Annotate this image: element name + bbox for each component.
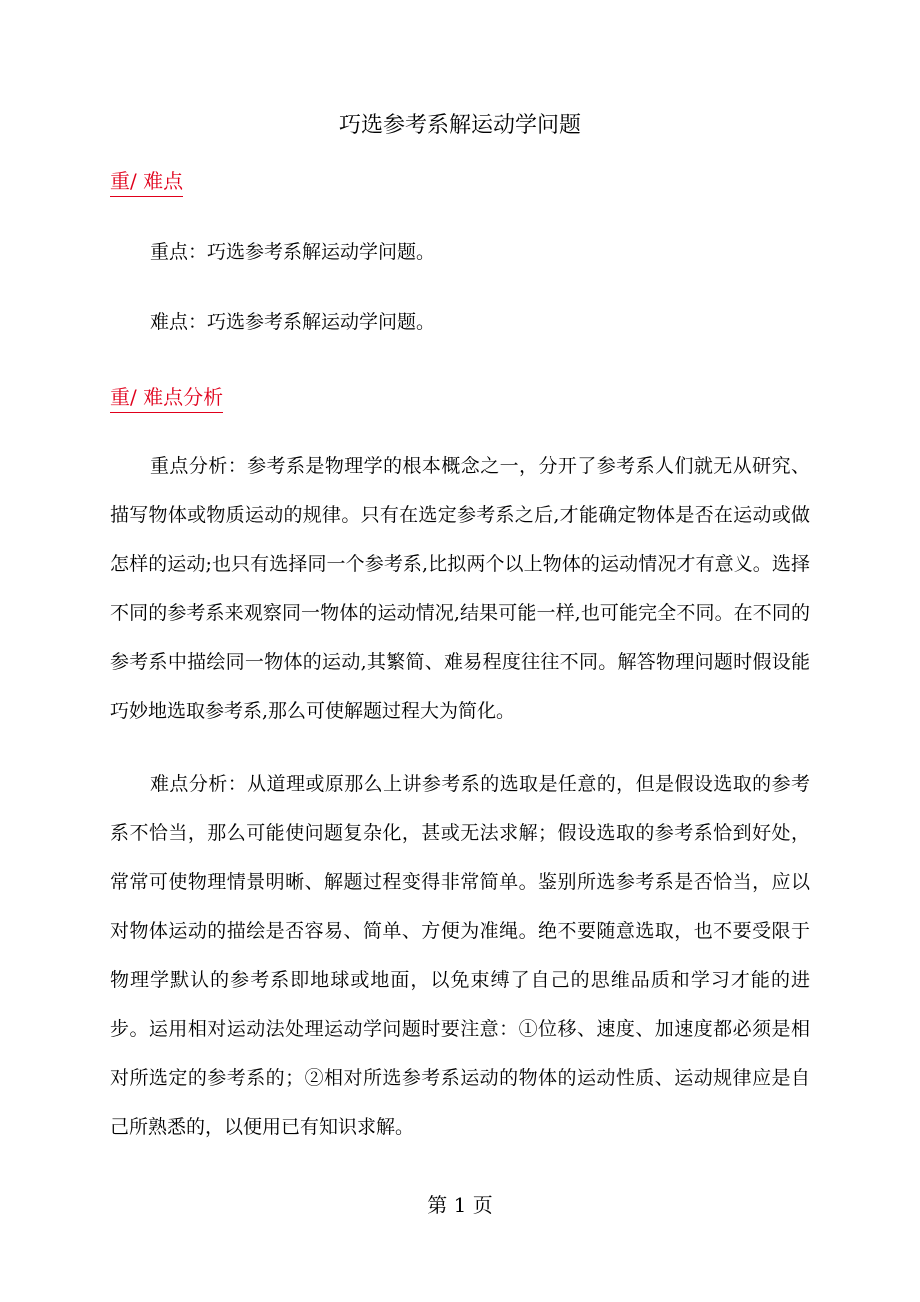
page-number: 第 1 页 [427,1193,493,1217]
difficulty-line: 难点：巧选参考系解运动学问题。 [150,311,436,333]
key-point-analysis-paragraph: 重点分析：参考系是物理学的根本概念之一，分开了参考系人们就无从研究、描写物体或物质运动的规律。只有在选定参考系之后,才能确定物体是否在运动或做怎样的运动;也只有选择同一个参考系,比拟两个以上物体的运动情况才有意义。选择不同的参考系来观察同一物体的运动情况,结果可能一样,也可能完全不同。在不同的参考系中描绘同一物体的运动,其繁简、难易程度往往不同。解答物理问题时假设能巧妙地选取参考系,那么可使解题过程大为简化。 [110,455,810,722]
document-title: 巧选参考系解运动学问题 [338,113,581,138]
section-heading-key-difficulty: 重/ 难点 [110,167,183,197]
key-point-line: 重点：巧选参考系解运动学问题。 [150,241,436,263]
section-heading-analysis: 重/ 难点分析 [110,383,223,413]
difficulty-analysis-paragraph: 难点分析：从道理或原那么上讲参考系的选取是任意的，但是假设选取的参考系不恰当，那么可能使问题复杂化，甚或无法求解；假设选取的参考系恰到好处，常常可使物理情景明晰、解题过程变得非常简单。鉴别所选参考系是否恰当，应以对物体运动的描绘是否容易、简单、方便为准绳。绝不要随意选取，也不要受限于物理学默认的参考系即地球或地面，以免束缚了自己的思维品质和学习才能的进步。运用相对运动法处理运动学问题时要注意：①位移、速度、加速度都必须是相对所选定的参考系的；②相对所选参考系运动的物体的运动性质、运动规律应是自己所熟悉的，以便用已有知识求解。 [110,773,810,1138]
